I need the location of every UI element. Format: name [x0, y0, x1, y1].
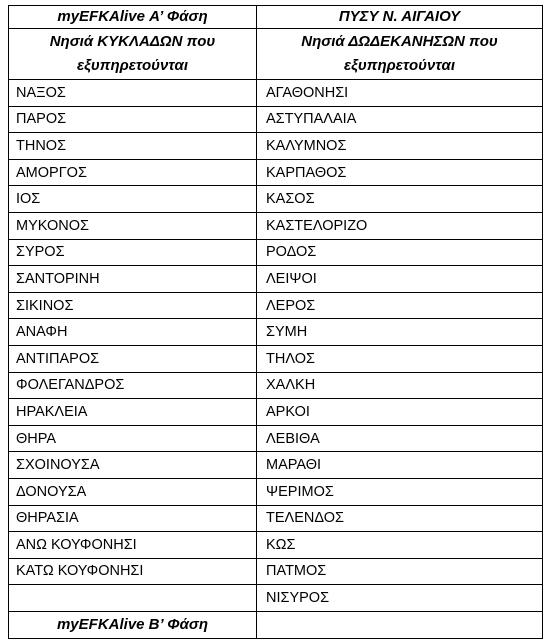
cyclades-island-cell: ΣΑΝΤΟΡΙΝΗ [9, 266, 257, 293]
cyclades-island-cell: ΔΟΝΟΥΣΑ [9, 478, 257, 505]
dodecanese-island-cell: ΑΓΑΘΟΝΗΣΙ [257, 80, 543, 107]
dodecanese-island-cell: ΠΑΤΜΟΣ [257, 558, 543, 585]
cyclades-island-cell: ΦΟΛΕΓΑΝΔΡΟΣ [9, 372, 257, 399]
phase2-header: myEFKAlive Β’ Φάση [9, 611, 257, 638]
dodecanese-island-cell: ΚΑΛΥΜΝΟΣ [257, 133, 543, 160]
dodecanese-island-cell: ΛΕΙΨΟΙ [257, 266, 543, 293]
cyclades-island-cell: ΣΙΚΙΝΟΣ [9, 292, 257, 319]
dodecanese-island-cell: ΛΕΒΙΘΑ [257, 425, 543, 452]
cyclades-island-cell: ΤΗΝΟΣ [9, 133, 257, 160]
dodecanese-island-cell: ΑΡΚΟΙ [257, 399, 543, 426]
table-row [9, 212, 543, 239]
dodecanese-island-cell: ΤΗΛΟΣ [257, 345, 543, 372]
table-row [9, 558, 543, 585]
dodecanese-island-cell: ΨΕΡΙΜΟΣ [257, 478, 543, 505]
dodecanese-island-cell: ΜΑΡΑΘΙ [257, 452, 543, 479]
table-row [9, 80, 543, 107]
dodecanese-island-cell: ΚΩΣ [257, 532, 543, 559]
phase1-header: myEFKAlive Α’ Φάση [9, 6, 257, 29]
dodecanese-island-cell: ΚΑΣΟΣ [257, 186, 543, 213]
dodecanese-island-cell: ΣΥΜΗ [257, 319, 543, 346]
phase2-empty-cell [257, 611, 543, 638]
cyclades-island-cell: ΑΝΤΙΠΑΡΟΣ [9, 345, 257, 372]
table-row [9, 505, 543, 532]
table-row [9, 399, 543, 426]
dodecanese-island-cell: ΑΣΤΥΠΑΛΑΙΑ [257, 106, 543, 133]
table-row [9, 319, 543, 346]
cyclades-island-cell: ΠΑΡΟΣ [9, 106, 257, 133]
cyclades-island-cell [9, 585, 257, 612]
cyclades-island-cell: ΑΝΑΦΗ [9, 319, 257, 346]
dodecanese-island-cell: ΚΑΡΠΑΘΟΣ [257, 159, 543, 186]
table-row [9, 345, 543, 372]
dodecanese-island-cell: ΧΑΛΚΗ [257, 372, 543, 399]
cyclades-island-cell: ΚΑΤΩ ΚΟΥΦΟΝΗΣΙ [9, 558, 257, 585]
islands-table [8, 5, 543, 639]
table-row [9, 425, 543, 452]
cyclades-island-cell: ΘΗΡΑ [9, 425, 257, 452]
table-row [9, 585, 543, 612]
header-row [9, 6, 543, 29]
dodecanese-island-cell: ΤΕΛΕΝΔΟΣ [257, 505, 543, 532]
cyclades-island-cell: ΜΥΚΟΝΟΣ [9, 212, 257, 239]
dodecanese-island-cell: ΝΙΣΥΡΟΣ [257, 585, 543, 612]
dodecanese-island-cell: ΚΑΣΤΕΛΟΡΙΖΟ [257, 212, 543, 239]
cyclades-island-cell: ΘΗΡΑΣΙΑ [9, 505, 257, 532]
table-row [9, 292, 543, 319]
table-row [9, 478, 543, 505]
phase2-row [9, 611, 543, 638]
cyclades-island-cell: ΑΜΟΡΓΟΣ [9, 159, 257, 186]
table-row [9, 266, 543, 293]
dodecanese-island-cell: ΡΟΔΟΣ [257, 239, 543, 266]
table-row [9, 159, 543, 186]
table-row [9, 133, 543, 160]
cyclades-island-cell: ΑΝΩ ΚΟΥΦΟΝΗΣΙ [9, 532, 257, 559]
table-row [9, 532, 543, 559]
table-row [9, 239, 543, 266]
table-row [9, 452, 543, 479]
dodecanese-column-header: Νησιά ΔΩΔΕΚΑΝΗΣΩΝ που εξυπηρετούνται [257, 29, 543, 80]
cyclades-island-cell: ΙΟΣ [9, 186, 257, 213]
cyclades-island-cell: ΣΧΟΙΝΟΥΣΑ [9, 452, 257, 479]
pysy-header: ΠΥΣΥ Ν. ΑΙΓΑΙΟΥ [257, 6, 543, 29]
dodecanese-island-cell: ΛΕΡΟΣ [257, 292, 543, 319]
subheader-row [9, 29, 543, 80]
cyclades-island-cell: ΣΥΡΟΣ [9, 239, 257, 266]
table-row [9, 106, 543, 133]
cyclades-column-header: Νησιά ΚΥΚΛΑΔΩΝ που εξυπηρετούνται [9, 29, 257, 80]
cyclades-island-cell: ΗΡΑΚΛΕΙΑ [9, 399, 257, 426]
table-row [9, 372, 543, 399]
cyclades-island-cell: ΝΑΞΟΣ [9, 80, 257, 107]
table-row [9, 186, 543, 213]
